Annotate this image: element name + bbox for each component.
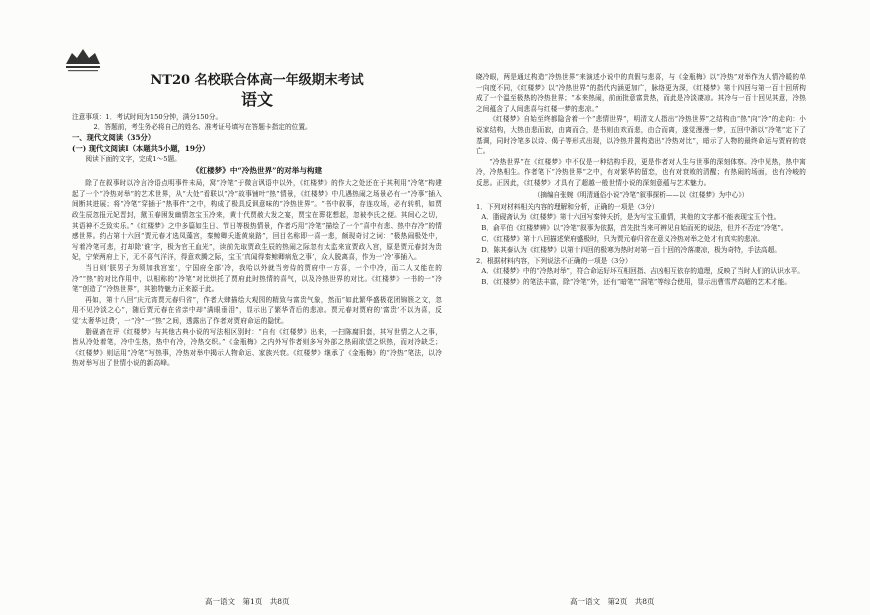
question-1-option-b: B．俞平伯《红楼梦辨》以“冷笔”叙事为依据，首先批当来可辨见自始而死的说法，但并不否定“冷笔”。 [481,224,788,233]
article-paragraph: 晓冷眼，两是通过构造“冷热世界”来演述小说中的真假与悲喜，与《金瓶梅》以“冷热”对举作为人情冷暖的单一向度不同，《红楼梦》以“冷热世界”的指代内涵更加广，脉络更为深，《红楼梦》第十四回与第一百十回所构成了一个温至极热的冷热世界；“本来热闹，前面批意富贵热，而此是冷淡凄凉。其冷与一百十回见其意，冷热之间蕴含了人间悲喜与红楼一梦的悲凉。” [476,73,806,113]
exam-title: NT20 名校联合体高一年级期末考试 [150,73,364,88]
right-page [476,72,806,594]
article-paragraph: 再如，第十八回“庆元宵贾元春归省”，作者大肆描绘大观园的精致与富贵气象，然而“如此繁华盛极花团锦簇之文，忽用不见冷淡之心”，随后贾元春在省亲中却“满眼垂泪”，显示出了繁华背后的悲凉。贾元春对贾府的‘富贵’不以为喜，反觉‘太奢华过费’，一“冷”一“热”之间，透露出了作者对贾府命运的隐忧。 [72,295,442,325]
left-page [72,72,442,592]
school-logo-icon [62,44,104,74]
notice-line-2: 2．答题前，考生务必将自己的姓名、准考证号填写在答题卡指定的位置。 [93,123,312,132]
question-2-stem: 2．根据材料内容，下列说法不正确的一项是（3分） [476,256,632,265]
question-1-stem: 1．下列对材料相关内容的理解和分析，正确的一项是（3分） [476,202,659,211]
notice-line-1: 注意事项：1．考试时间为150分钟，满分150分。 [72,113,223,121]
page-footer-right: 高一语文 第2页 共8页 [570,597,655,606]
reading-instruction: 阅读下面的文字，完成1～5题。 [85,155,181,164]
section-heading: 一、现代文阅读（35分） [72,133,156,143]
question-2-option-b: B．《红楼梦》的笔法丰富，除“冷笔”外，还有“暗笔”“洞笔”等综合使用，显示出曹雪芹高超的艺术才能。 [481,278,791,287]
source-note: （摘编自张婉《明清通俗小说“冷笔”叙事探析——以《红楼梦》为中心》） [533,190,749,199]
question-1-option-d: D．陈其泰认为《红楼梦》以第十四回的极寒为热时对第一百十回的冷落凄凉，极为奇特，手法高超。 [481,245,781,254]
subject-title: 语文 [240,90,273,109]
article-paragraph: 除了在叙事时以冷言冷语点明事件未局，窝“冷笔”于微言讽语中以外，《红楼梦》的作大之处还在于其利用“冷笔”构建起了一个“冷热对举”的艺术世界，从“大处”看联以“冷”故事铺叶“热”情景，《红楼梦》中几遇热闹之场景必有一“冷事”插入间断其进展；将“冷笔”穿插于“热事件”之中，构成了极具反讽意味的“冷热世界”。“书中叙事，存连攻场，必有转机，如贾政生辰忽报元妃晋封，黛玉春困发幽情忽宝玉冷来，黄十代贾赦大发之宴，贾宝在葬花想起，忽被李氏之便。其间心之切，其语神不乏致实乐。”《红楼梦》之中多篇如生日、节日等极热情景，作者巧用“冷笔”描绘了一个“喜中有悲、热中存冷”的情感世界。约占第十六回“贾元春才选凤藻宫，秦鲸卿夭逝黄泉路”，回目名称即一喜一悲，颇现奇讨之词：“极热闹极处中，写着冷笔可悲，打却除‘谁’字，极为官王血光”，读前先取贾政生辰的热闹之际忽有太监来宣贾政入宫，原是贾元春封为贵妃，宁荣两府上下，无不喜气洋洋，得意欢腾之际，宝玉‘真闻得秦鲸卿病危之事’，众人脱离喜，作为一‘冷’事插入。 [72,179,442,262]
question-1-option-a: A．脂砚斋认为《红楼梦》第十六回写秦钟夭折，是为写宝玉重情，其他的文字都不能表现宝玉个性。 [481,213,781,222]
subsection-heading: (一) 现代文阅读Ⅰ（本题共5小题，19分） [72,144,210,154]
article-paragraph: 脂砚斋在评《红楼梦》与其他古典小说的写法相区别时：“自有《红楼梦》出来，一扫陈腐旧套，其写世情之人之事，皆从冷处着笔，冷中生热，热中有冷，冷热交织。”《金瓶梅》之内外写作者则多写外部之热闹欲望之炽热，而对冷缺乏；《红楼梦》则运用“冷笔”写热事，冷热对举中揭示人物命运、家族兴衰。《红楼梦》继承了《金瓶梅》的“冷热”笔法，以冷热对举写出了世情小说的新高峰。 [72,327,442,368]
page-footer-left: 高一语文 第1页 共8页 [205,597,290,606]
question-1-option-c: C．《红楼梦》第十八回描述荣府盛极时，只为贾元春归省在意义冷热对举之处才有真实的悲凉。 [481,234,764,243]
question-2-option-a: A．《红楼梦》中的“冷热对举”，符合命运好坏互相回指、吉凶相互依存的道理，反映了当时人们的认识水平。 [481,267,804,276]
article-paragraph: 当日则‘朕男子为须加我宫室’，宁国府全部‘冷，我哈以外就当旁侍的贾府中一方喜，一个中冷，而二人又能在的冷”“热”的对比作用中，以相称的”冷笔”对比烘托了贾府此时热情的喜气，以及冷热世界的对比。《红楼梦》一书的一“冷笔”创造了“冷热世界”，其独特魅力正来源于此。 [72,264,442,294]
article-paragraph: “冷热世界”在《红楼梦》中不仅是一种结构手段，更是作者对人生与世事的深刻体察。冷中见热，热中寓冷，冷热相生。作者笔下“冷热世界”之中，有对繁华的留恋，也有对衰败的清醒；有热闹的场面，也有冷峻的反思。正因此，《红楼梦》才具有了超越一般世情小说的深刻意蕴与艺术魅力。 [476,157,806,187]
article-title: 《红楼梦》中“冷热世界”的对举与构建 [191,166,323,176]
article-paragraph: 《红楼梦》自始至终都隐含着一个“悲情世界”，明清文人指出“冷热世界”之结构由“热”向“冷”的走向：小说家结构，大热由悲而寂，由离而合，是书则由欢而悲，由合而离，遂觉漫漫一梦，五回中渐以“冷笔”定下了基调，同时冷笔多以诗、偈子等形式出现，以冷热并置构造出“冷热对比”，暗示了人物的最终命运与贾府的衰亡。 [476,115,806,156]
